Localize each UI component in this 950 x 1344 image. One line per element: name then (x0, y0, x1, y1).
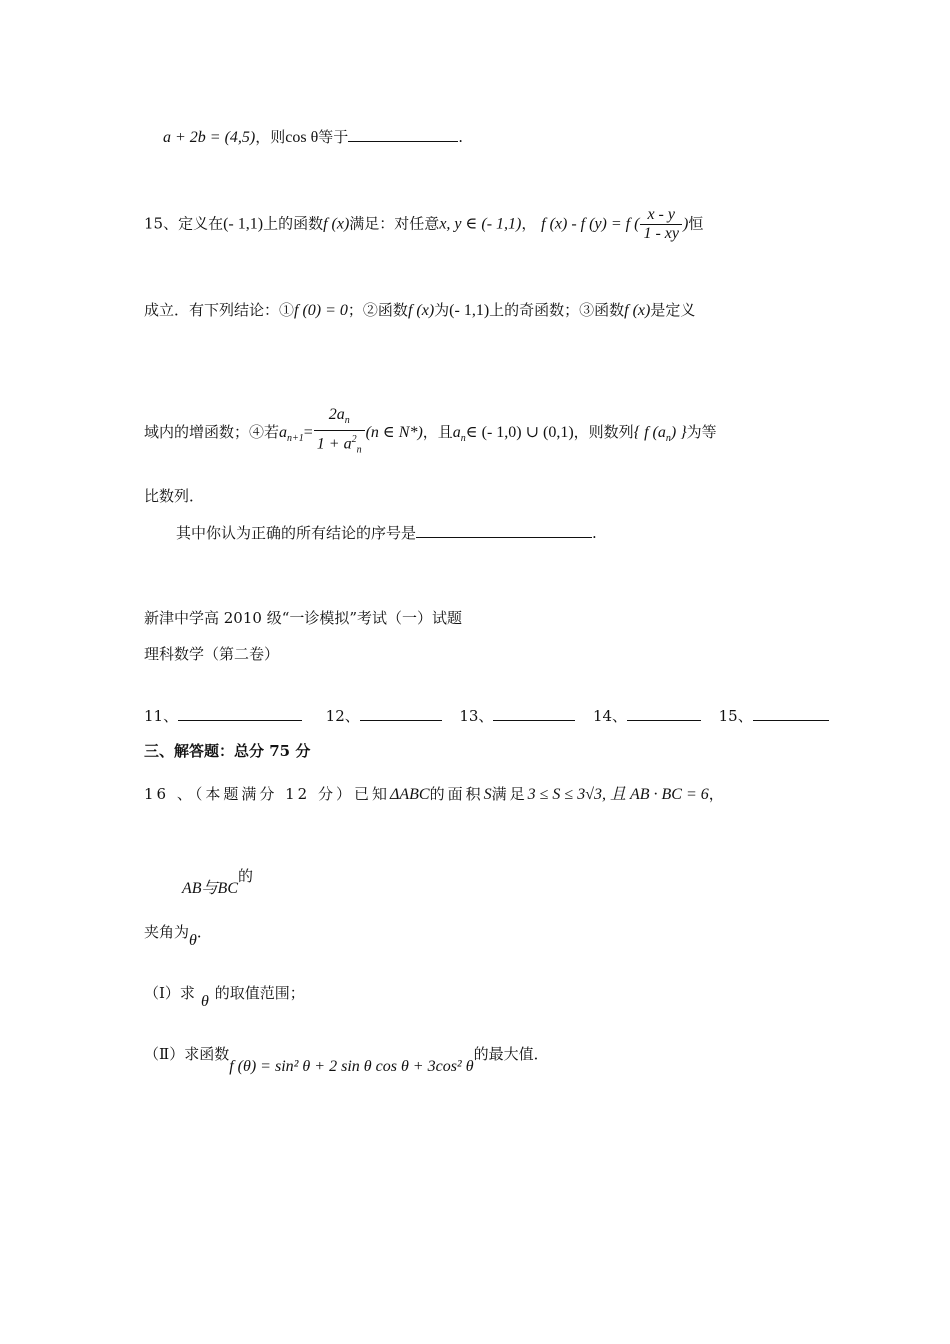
q16-part-1 (144, 983, 305, 1012)
q16-area-S: S (483, 786, 492, 803)
q15-l2-text5: 是定义 (650, 301, 696, 319)
q15-n-in-N: (n ∈ N*) (365, 423, 423, 441)
q16-line1 (144, 784, 724, 805)
answer-13-blank[interactable] (493, 706, 575, 721)
q15-seq-text: { f (a (633, 423, 666, 441)
q15-line2 (144, 300, 695, 321)
q15-fx: f (x) (323, 215, 350, 233)
answer-12-blank[interactable] (360, 706, 442, 721)
q15-line4: 比数列． (144, 487, 205, 505)
q14-vector-expression: a + 2b = (4,5) (163, 129, 256, 146)
q16-angle-text: 夹角为 (144, 923, 190, 941)
q15-line5 (176, 523, 597, 543)
q15-l2-text: 成立．有下列结论：① (144, 301, 295, 319)
q14-end: . (458, 128, 464, 146)
q15-l2-text3: 为 (434, 301, 450, 319)
q15-l5-text: 其中你认为正确的所有结论的序号是 (176, 524, 417, 542)
q15-rec-den (314, 431, 365, 460)
q15-line3 (144, 406, 717, 460)
q16-p1-text2: 的取值范围； (214, 984, 305, 1002)
q16-end: ． (196, 923, 212, 941)
q16-de: 的 (238, 867, 254, 885)
q16-p1-theta: θ (200, 993, 209, 1010)
q15-rec-num-text: 2a (328, 406, 345, 423)
answer-15-blank[interactable] (753, 706, 829, 721)
q15-an-sub: n (460, 433, 466, 445)
q16-line3 (144, 922, 212, 951)
q15-recurrence-fraction (314, 406, 365, 460)
q15-an (452, 423, 466, 445)
q15-seq-end: ) } (670, 423, 687, 441)
q15-rec-num (314, 406, 365, 431)
q15-text3: 恒 (688, 214, 704, 233)
q15-frac-denominator: 1 - xy (643, 225, 679, 242)
q16-text: 的面积 (429, 785, 484, 803)
answer-11-label: 11、 (144, 707, 179, 725)
q15-l2-text4: 上的奇函数；③函数 (489, 301, 625, 319)
q15-domain: (- 1,1) (223, 215, 264, 233)
q16-p1-text: （Ⅰ）求 (144, 984, 195, 1002)
q15-rec-num-sub: n (344, 415, 350, 427)
q16-vectors: AB与BC (182, 880, 238, 897)
answer-12-label: 12、 (325, 707, 360, 725)
q16-part-2 (144, 1044, 549, 1077)
q15-an1-sub: n+1 (287, 433, 304, 445)
q15-l3-text3: ，则数列 (573, 422, 634, 441)
q15-an1: a (279, 423, 288, 441)
q15-rec-den-sup: 2 (351, 434, 357, 446)
q15-rec-den-sub: n (356, 444, 362, 456)
q16-p2-function: f (θ) = sin² θ + 2 sin θ cos θ + 3cos² θ (229, 1058, 474, 1075)
q15-an-range: ∈ (- 1,0) ∪ (0,1) (465, 423, 574, 441)
q16-triangle: ΔABC (389, 786, 430, 803)
q15-seq-sub: n (665, 433, 671, 445)
q14-text: ，则 (255, 128, 286, 146)
answer-14-blank[interactable] (627, 706, 701, 721)
q15-comma: ， (521, 214, 537, 233)
q15-line1 (144, 206, 703, 243)
q15-answer-blank[interactable] (416, 523, 592, 538)
q16-line2 (182, 866, 253, 899)
q15-l5-end: . (592, 524, 597, 542)
q15-text2: 满足：对任意 (349, 214, 440, 233)
q15-fx-3: f (x) (624, 302, 651, 319)
q16-theta: θ (189, 932, 197, 949)
q16-p2-text: （Ⅱ）求函数 (144, 1045, 230, 1063)
q15-an-text: a (452, 423, 461, 441)
q14-answer-blank[interactable] (348, 127, 458, 142)
q15-l3-text4: 为等 (686, 422, 717, 441)
q15-number: 15、定义在 (144, 214, 224, 233)
q15-fraction (640, 206, 682, 243)
answer-blanks-row (144, 706, 829, 726)
q16-comma: ， (708, 785, 724, 803)
q16-lead: 16 、（本题满分 12 分）已知 (144, 785, 390, 803)
section-3-heading: 三、解答题：总分 75 分 (144, 742, 311, 760)
q14-text2: 等于 (318, 128, 349, 146)
exam-title: 新津中学高 2010 级“一诊模拟”考试（一）试题 (144, 609, 463, 627)
q16-text2: 满足 (491, 785, 528, 803)
q15-rec-den-text: 1 + a (316, 435, 352, 453)
q15-frac-numerator: x - y (640, 206, 682, 225)
q15-sequence (633, 423, 687, 445)
answer-14-label: 14、 (592, 707, 628, 725)
answer-15-label: 15、 (718, 707, 753, 725)
q15-text: 上的函数 (263, 214, 324, 233)
answer-13-label: 13、 (459, 707, 494, 725)
q15-f0: f (0) = 0 (294, 302, 348, 319)
q15-domain-2: (- 1,1) (449, 302, 490, 319)
q15-xy: x, y ∈ (- 1,1) (439, 215, 522, 233)
q15-equation-left: f (x) - f (y) = f ( (541, 215, 640, 233)
q14-tail-line (163, 127, 463, 148)
q15-l3-text2: ，且 (422, 422, 453, 441)
q16-p2-text2: 的最大值． (473, 1045, 549, 1063)
q14-cos: cos θ (285, 129, 319, 146)
q15-eq: = (303, 423, 313, 441)
q15-a-n-plus-1 (279, 423, 304, 445)
exam-subtitle: 理科数学（第二卷） (144, 645, 280, 663)
q15-fx-2: f (x) (407, 302, 435, 319)
q15-equation-right: ) (682, 215, 689, 233)
answer-11-blank[interactable] (178, 706, 302, 721)
q15-l3-text: 域内的增函数；④若 (144, 422, 280, 441)
q16-condition: 3 ≤ S ≤ 3√3, 且 AB · BC = 6 (527, 786, 709, 803)
q15-l2-text2: ；②函数 (347, 301, 408, 319)
